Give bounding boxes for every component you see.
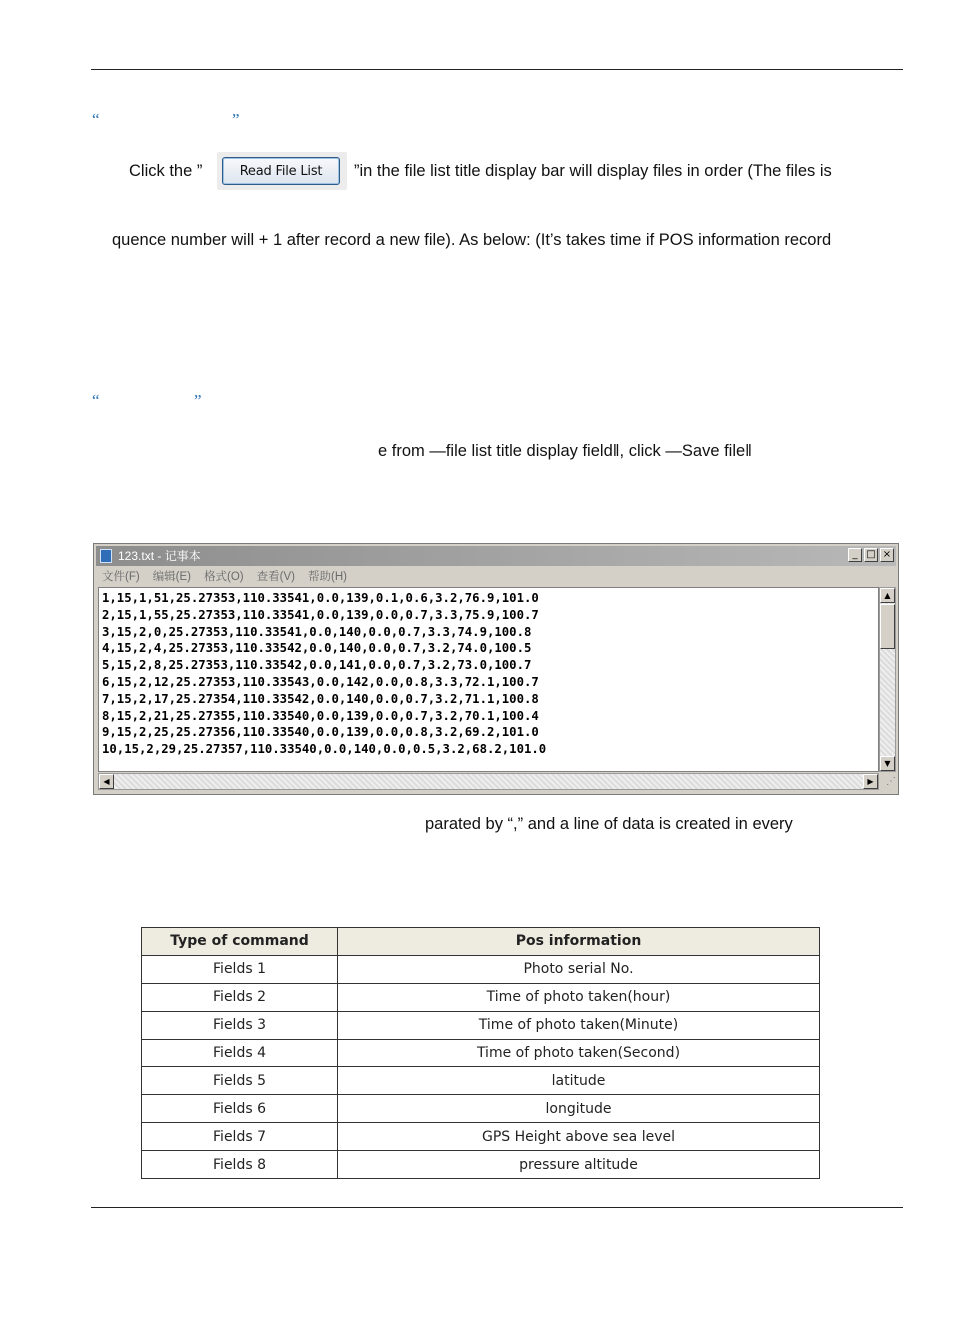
cell-info: GPS Height above sea level	[338, 1123, 820, 1151]
para1-text-before-button: Click the ”	[129, 162, 203, 180]
table-row	[142, 1123, 820, 1151]
cell-field: Fields 3	[142, 1011, 338, 1039]
header-pos-information: Pos information	[338, 928, 820, 956]
notepad-text-area[interactable]	[98, 587, 879, 772]
cell-info: Time of photo taken(hour)	[338, 983, 820, 1011]
cell-field: Fields 2	[142, 983, 338, 1011]
table-row	[142, 1011, 820, 1039]
pos-fields-table	[141, 927, 820, 1179]
para2-text: e from ―file list title display field‖, click ―Save file‖	[378, 442, 752, 460]
notepad-title-bar	[96, 546, 896, 566]
data-line-3: 3,15,2,0,25.27353,110.33541,0.0,140,0.0,0.7,3.3,74.9,100.8	[102, 624, 532, 639]
data-line-2: 2,15,1,55,25.27353,110.33541,0.0,139,0.0,0.7,3.3,75.9,100.7	[102, 607, 539, 622]
open-quote-mark-1: “	[92, 110, 100, 129]
table-row	[142, 1039, 820, 1067]
minimize-button[interactable]: _	[848, 548, 862, 562]
header-type-of-command: Type of command	[142, 928, 338, 956]
para1-text-after-button: ”in the file list title display bar will display files in order (The files is	[354, 162, 832, 180]
notepad-menu-bar	[102, 568, 347, 584]
cell-info: latitude	[338, 1067, 820, 1095]
maximize-button[interactable]: □	[864, 548, 878, 562]
cell-field: Fields 4	[142, 1039, 338, 1067]
scroll-down-arrow-icon[interactable]: ▼	[880, 756, 895, 771]
menu-view[interactable]: 查看(V)	[256, 571, 295, 583]
read-file-list-button[interactable]: Read File List	[222, 157, 340, 185]
table-row	[142, 983, 820, 1011]
table-row	[142, 955, 820, 983]
cell-field: Fields 5	[142, 1067, 338, 1095]
cell-info: pressure altitude	[338, 1151, 820, 1179]
cell-field: Fields 8	[142, 1151, 338, 1179]
data-line-10: 10,15,2,29,25.27357,110.33540,0.0,140,0.0,0.5,3.2,68.2,101.0	[102, 742, 547, 757]
cell-field: Fields 6	[142, 1095, 338, 1123]
menu-edit[interactable]: 编辑(E)	[152, 571, 192, 583]
close-button[interactable]: ×	[880, 548, 894, 562]
close-quote-mark-1: ”	[232, 110, 240, 129]
cell-info: Photo serial No.	[338, 955, 820, 983]
para3-text: parated by “,” and a line of data is created in every	[425, 815, 793, 833]
cell-field: Fields 1	[142, 955, 338, 983]
menu-help[interactable]: 帮助(H)	[307, 571, 347, 583]
footer-rule	[91, 1207, 903, 1208]
notepad-title: 123.txt - 记事本	[118, 549, 201, 563]
scroll-left-arrow-icon[interactable]: ◀	[99, 774, 114, 789]
data-line-6: 6,15,2,12,25.27353,110.33543,0.0,142,0.0,0.8,3.3,72.1,100.7	[102, 674, 539, 689]
cell-info: longitude	[338, 1095, 820, 1123]
cell-field: Fields 7	[142, 1123, 338, 1151]
para1-line-2: quence number will + 1 after record a new file). As below: (It’s takes time if POS information record	[112, 231, 832, 249]
table-header-row	[142, 928, 820, 956]
resize-grip-icon[interactable]: ⋰	[880, 773, 896, 790]
scroll-right-arrow-icon[interactable]: ▶	[863, 774, 878, 789]
data-line-1: 1,15,1,51,25.27353,110.33541,0.0,139,0.1,0.6,3.2,76.9,101.0	[102, 591, 539, 605]
horizontal-scrollbar[interactable]	[98, 773, 879, 790]
table-row	[142, 1151, 820, 1179]
data-line-4: 4,15,2,4,25.27353,110.33542,0.0,140,0.0,0.7,3.2,74.0,100.5	[102, 641, 532, 656]
table-row	[142, 1067, 820, 1095]
vertical-scrollbar[interactable]	[879, 587, 896, 772]
read-file-list-button-image	[217, 152, 347, 190]
data-line-5: 5,15,2,8,25.27353,110.33542,0.0,141,0.0,0.7,3.2,73.0,100.7	[102, 658, 532, 673]
notepad-document-icon	[100, 549, 112, 563]
cell-info: Time of photo taken(Minute)	[338, 1011, 820, 1039]
data-line-9: 9,15,2,25,25.27356,110.33540,0.0,139,0.0,0.8,3.2,69.2,101.0	[102, 725, 539, 740]
menu-format[interactable]: 格式(O)	[204, 571, 244, 583]
cell-info: Time of photo taken(Second)	[338, 1039, 820, 1067]
vertical-scroll-thumb[interactable]	[880, 604, 895, 649]
table-row	[142, 1095, 820, 1123]
notepad-window	[93, 543, 899, 795]
close-quote-mark-2: ”	[194, 391, 202, 410]
data-line-7: 7,15,2,17,25.27354,110.33542,0.0,140,0.0,0.7,3.2,71.1,100.8	[102, 691, 539, 706]
open-quote-mark-2: “	[92, 391, 100, 410]
data-line-8: 8,15,2,21,25.27355,110.33540,0.0,139,0.0,0.7,3.2,70.1,100.4	[102, 708, 539, 723]
menu-file[interactable]: 文件(F)	[102, 571, 140, 583]
header-rule	[91, 69, 903, 70]
scroll-up-arrow-icon[interactable]: ▲	[880, 588, 895, 603]
